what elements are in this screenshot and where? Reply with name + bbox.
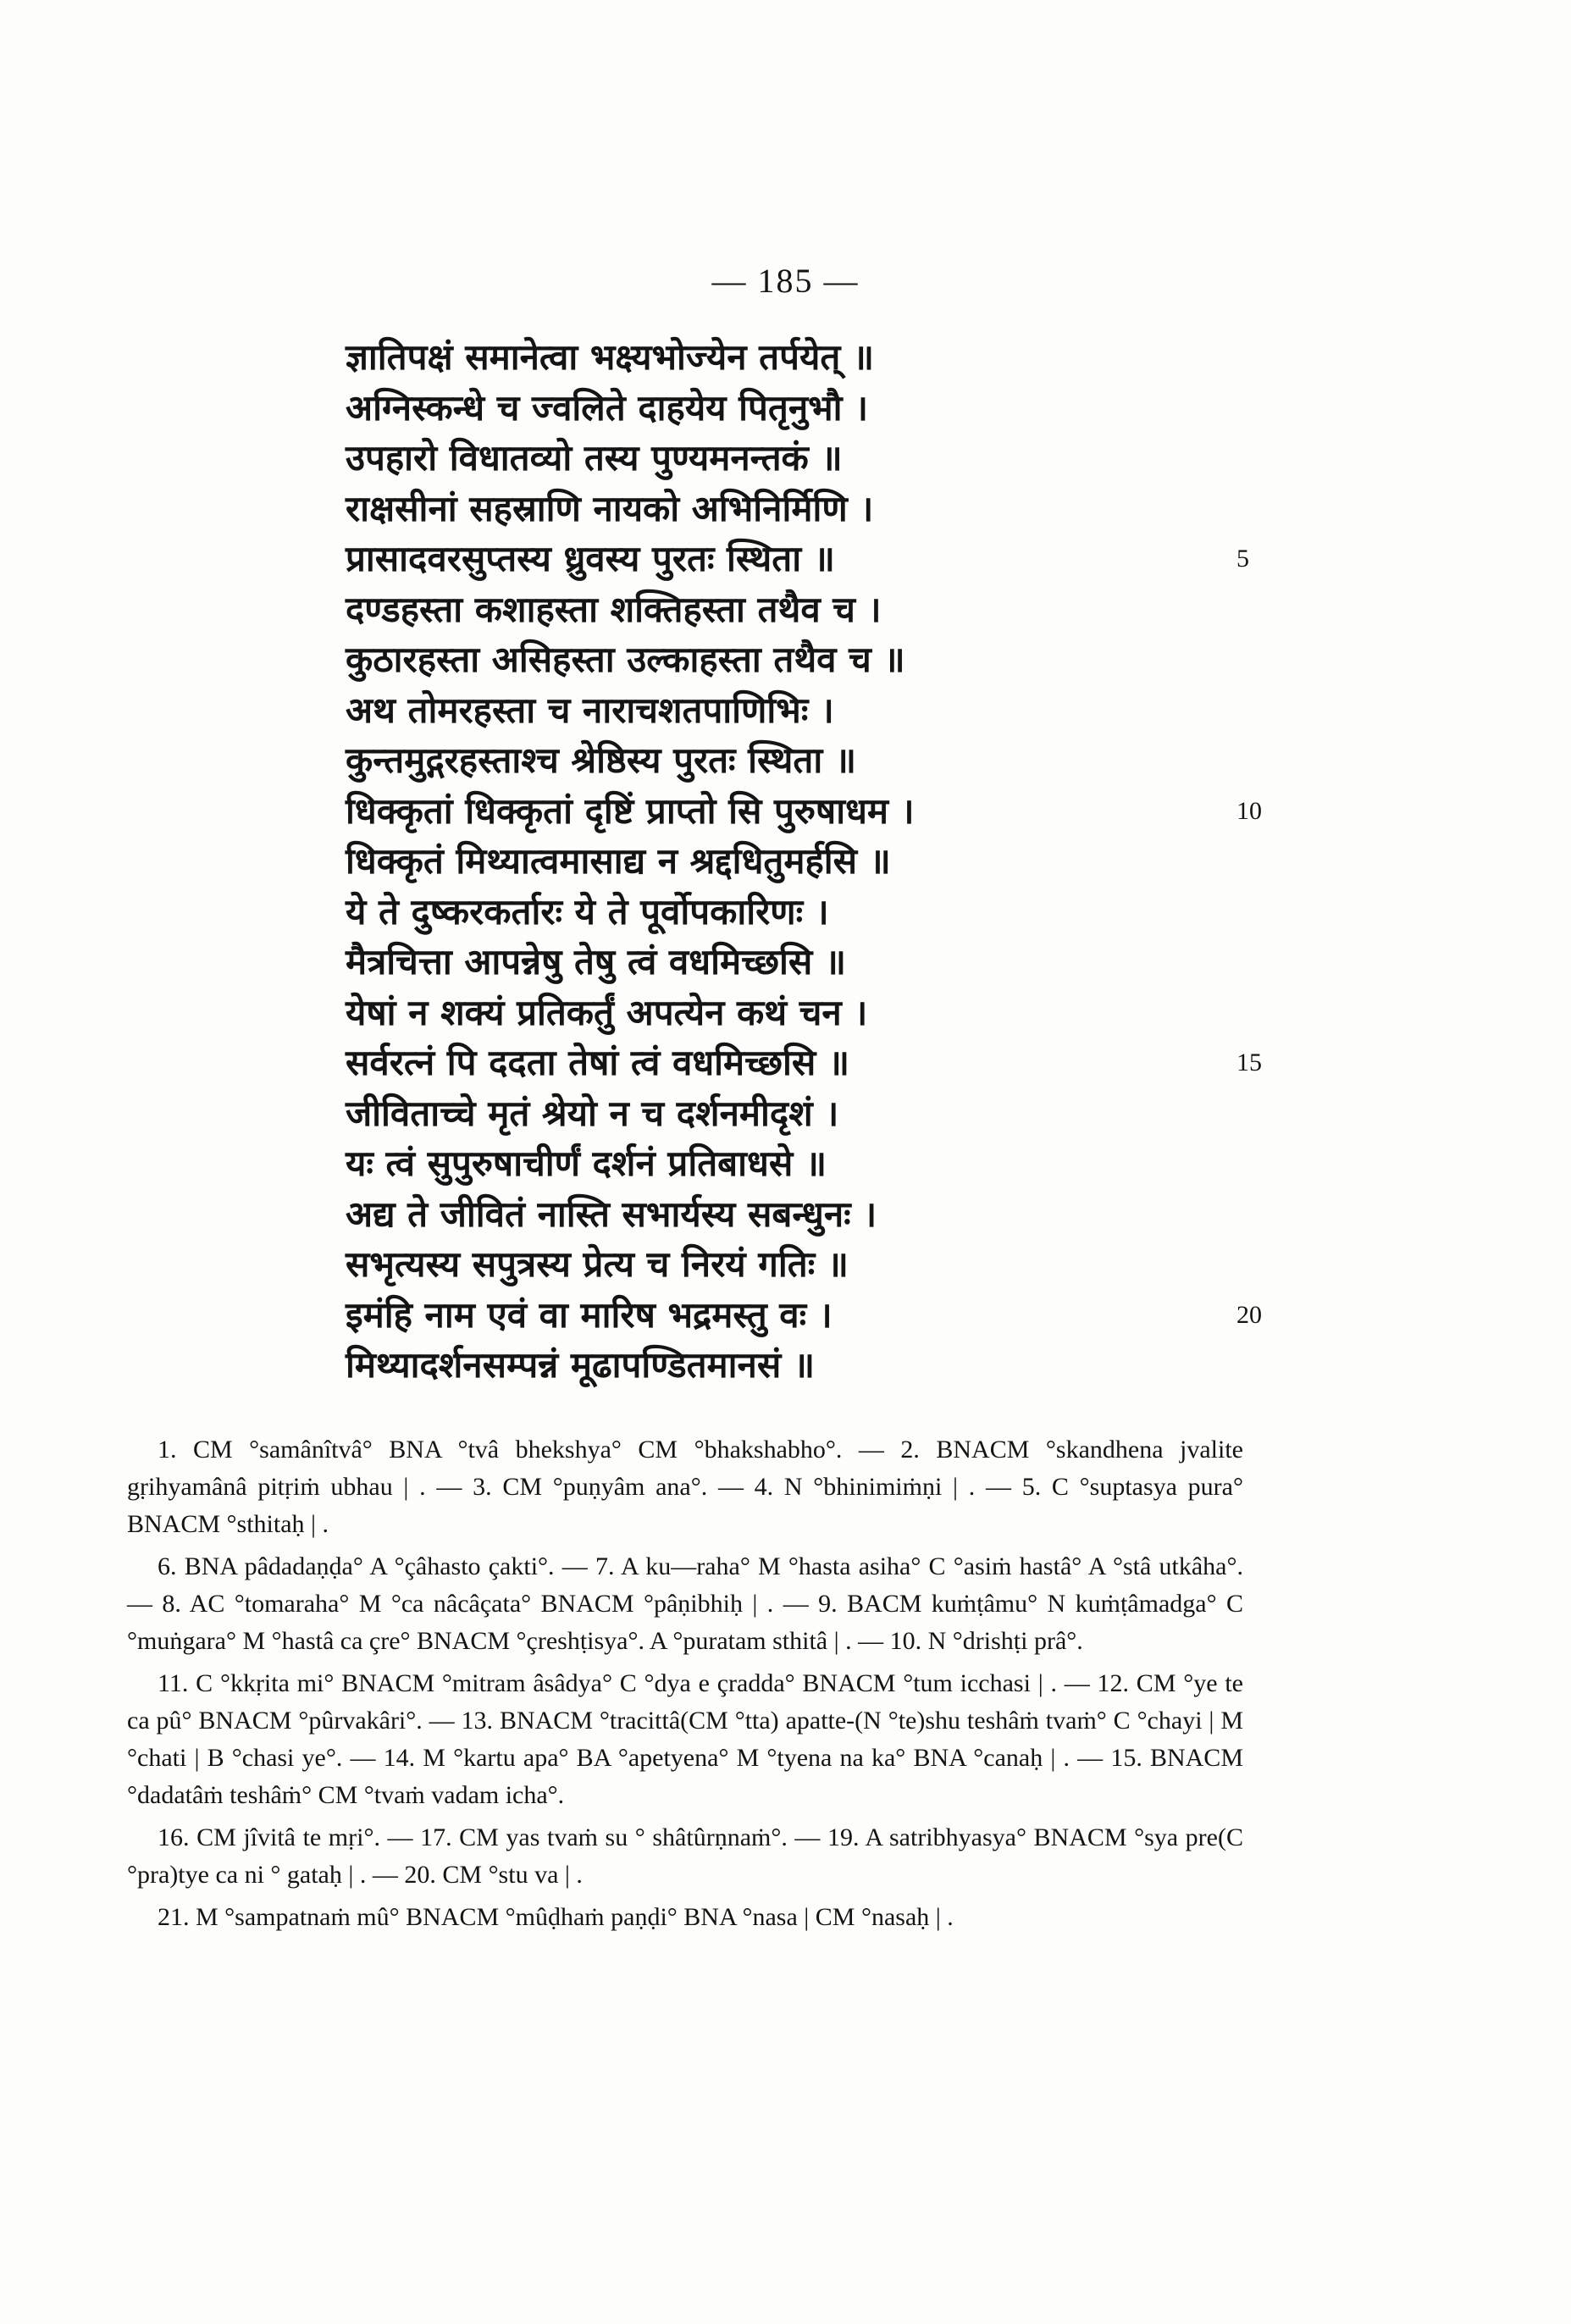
verse-text: धिक्कृतं मिथ्यात्वमासाद्य न श्रद्दधितुमर्हसि ॥ xyxy=(346,840,891,882)
verse-text: इमंहि नाम एवं वा मारिष भद्रमस्तु वः । xyxy=(346,1293,833,1336)
verse-line xyxy=(346,1189,1447,1240)
verse-line xyxy=(346,836,1447,887)
verse-line xyxy=(346,937,1447,988)
verse-line xyxy=(346,887,1447,938)
verse-text: यः त्वं सुपुरुषाचीर्णं दर्शनं प्रतिबाधसे ॥ xyxy=(346,1143,827,1184)
verse-text: ये ते दुष्करकर्तारः ये ते पूर्वोपकारिणः । xyxy=(346,890,829,932)
verse-text: सर्वरत्नं पि ददता तेषां त्वं वधमिच्छसि ॥ xyxy=(346,1042,850,1083)
verse-line xyxy=(346,1138,1447,1189)
verse-line xyxy=(346,1038,1447,1088)
verse-text: अग्निस्कन्धे च ज्वलिते दाहयेय पितृनुभौ । xyxy=(346,386,869,429)
footnote-paragraph: 11. C °kkṛita mi° BNACM °mitram âsâdya° C °dya e çradda° BNACM °tum icchasi | . — 12. CM °ye te ca pû° BNACM °pûrvakâri°. — 13. BNACM °tracittâ(CM °tta) apatte-(N °te)shu teshâṁ tvaṁ° C °chayi | M °chati | B °chasi ye°. — 14. M °kartu apa° BA °apetyena° M °tyena na ka° BNA °canaḥ | . — 15. BNACM °dadatâṁ teshâṁ° CM °tvaṁ vadam icha°. xyxy=(127,1669,1243,1809)
verse-text: मैत्रचित्ता आपन्नेषु तेषु त्वं वधमिच्छसि ॥ xyxy=(346,941,847,982)
verse-line xyxy=(346,584,1447,635)
verse-text: अथ तोमरहस्ता च नाराचशतपाणिभिः । xyxy=(346,689,834,731)
verse-text: जीविताच्चे मृतं श्रेयो न च दर्शनमीदृशं । xyxy=(346,1092,839,1134)
verse-text: येषां न शक्यं प्रतिकर्तुं अपत्येन कथं चन । xyxy=(346,991,868,1033)
line-number: 10 xyxy=(1236,796,1262,825)
verse-line xyxy=(346,735,1447,786)
line-number: 5 xyxy=(1236,545,1249,573)
verse-line xyxy=(346,1290,1447,1341)
verse-line xyxy=(346,786,1447,837)
verse-line xyxy=(346,484,1447,534)
verse-text: ज्ञातिपक्षं समानेत्वा भक्ष्यभोज्येन तर्पयेत् ॥ xyxy=(346,336,875,378)
verse-text: अद्य ते जीवितं नास्ति सभार्यस्य सबन्धुनः । xyxy=(346,1192,877,1235)
verse-text: उपहारो विधातव्यो तस्य पुण्यमनन्तकं ॥ xyxy=(346,437,843,479)
verse-text: दण्डहस्ता कशाहस्ता शक्तिहस्ता तथैव च । xyxy=(346,588,882,630)
line-number: 20 xyxy=(1236,1300,1262,1329)
verse-line xyxy=(346,534,1447,584)
verse-line xyxy=(346,332,1447,383)
verse-text: धिक्कृतां धिक्कृतां दृष्टिं प्राप्तो सि पुरुषाधम । xyxy=(346,789,915,832)
verse-line xyxy=(346,1239,1447,1290)
verse-line xyxy=(346,634,1447,685)
verse-line xyxy=(346,433,1447,484)
verse-line xyxy=(346,685,1447,736)
verse-text: कुठारहस्ता असिहस्ता उल्काहस्ता तथैव च ॥ xyxy=(346,639,905,680)
footnote-paragraph: 1. CM °samânîtvâ° BNA °tvâ bhekshya° CM °bhakshabho°. — 2. BNACM °skandhena jvalite gṛihyamânâ pitṛiṁ ubhau | . — 3. CM °puṇyâm ana°. — 4. N °bhinimiṁṇi | . — 5. C °suptasya pura° BNACM °sthitaḥ | . xyxy=(127,1436,1243,1538)
footnotes xyxy=(127,1431,1243,1941)
verse-text: कुन्तमुद्गरहस्ताश्च श्रेष्ठिस्य पुरतः स्थिता ॥ xyxy=(346,739,856,781)
page-number: — 185 — xyxy=(711,262,860,300)
verse-line xyxy=(346,988,1447,1038)
footnote-paragraph: 21. M °sampatnaṁ mû° BNACM °mûḍhaṁ paṇḍi° BNA °nasa | CM °nasaḥ | . xyxy=(158,1903,954,1931)
line-number: 15 xyxy=(1236,1049,1262,1076)
verse-text: सभृत्यस्य सपुत्रस्य प्रेत्य च निरयं गतिः ॥ xyxy=(346,1243,849,1285)
verse-text: प्रासादवरसुप्तस्य ध्रुवस्य पुरतः स्थिता ॥ xyxy=(346,538,835,579)
verse-block xyxy=(346,332,1447,1391)
verse-line xyxy=(346,383,1447,434)
verse-text: राक्षसीनां सहस्राणि नायको अभिनिर्मिणि । xyxy=(346,487,874,529)
verse-text: मिथ्यादर्शनसम्पन्नं मूढापण्डितमानसं ॥ xyxy=(346,1344,816,1386)
verse-line xyxy=(346,1088,1447,1139)
footnote-paragraph: 6. BNA pâdadaṇḍa° A °çâhasto çakti°. — 7. A ku—raha° M °hasta asiha° C °asiṁ hastâ° A °stâ utkâha°. — 8. AC °tomaraha° M °ca nâcâçata° BNACM °pâṇibhiḥ | . — 9. BACM kuṁṭâmu° N kuṁṭâmadga° C °muṅgara° M °hastâ ca çre° BNACM °çreshṭisya°. A °puratam sthitâ | . — 10. N °drishṭi prâ°. xyxy=(127,1552,1243,1655)
footnote-paragraph: 16. CM jîvitâ te mṛi°. — 17. CM yas tvaṁ su ° shâtûrṇnaṁ°. — 19. A satribhyasya° BNACM °sya pre(C °pra)tye ca ni ° gataḥ | . — 20. CM °stu va | . xyxy=(127,1823,1243,1889)
verse-line xyxy=(346,1340,1447,1391)
